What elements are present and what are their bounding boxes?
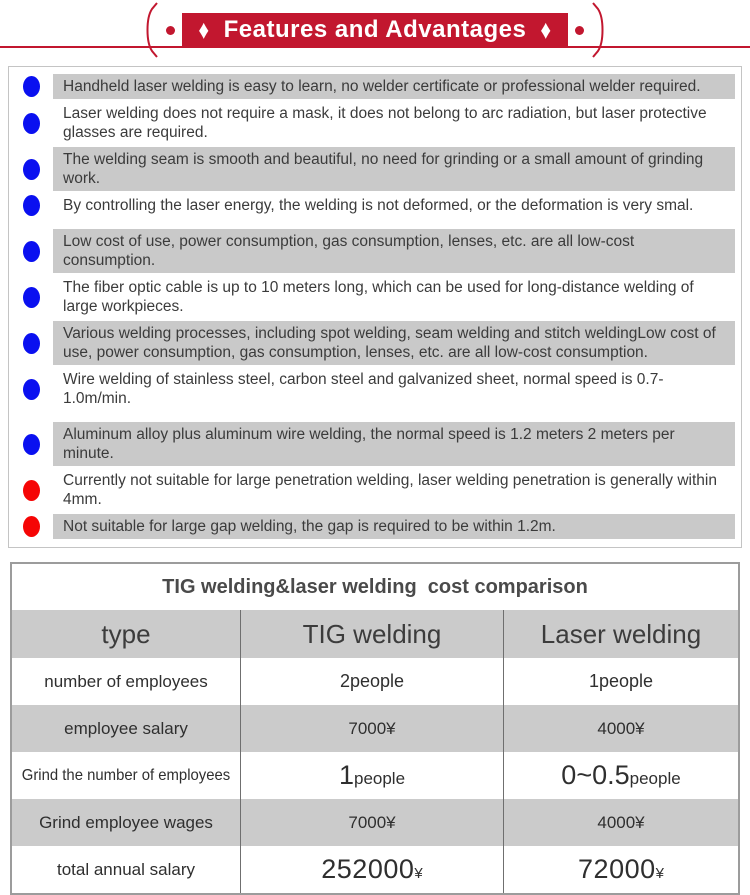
laser-value-unit: people	[629, 769, 681, 788]
comparison-table	[10, 562, 740, 895]
feature-item	[9, 193, 741, 218]
blue-bullet-icon	[23, 333, 40, 354]
feature-item	[9, 101, 741, 145]
laser-value: 4000¥	[503, 799, 738, 846]
blue-bullet-icon	[23, 287, 40, 308]
table-row	[12, 846, 738, 893]
features-list	[8, 66, 742, 548]
right-bracket-icon	[591, 2, 607, 58]
feature-item	[9, 422, 741, 466]
row-label: employee salary	[64, 718, 188, 738]
feature-text: Currently not suitable for large penetration welding, laser welding penetration is generally within 4mm.	[63, 472, 717, 508]
diamond-icon: ♦	[198, 15, 210, 45]
row-label: Grind the number of employees	[21, 766, 231, 784]
feature-text: Aluminum alloy plus aluminum wire welding, the normal speed is 1.2 meters 2 meters per minute.	[53, 422, 735, 466]
blue-bullet-icon	[23, 241, 40, 262]
tig-value	[240, 752, 503, 799]
laser-value-unit: ¥	[655, 865, 664, 882]
row-label: total annual salary	[57, 859, 195, 879]
column-header-type: type	[101, 618, 151, 649]
column-header-laser: Laser welding	[503, 610, 738, 658]
table-row	[12, 752, 738, 799]
right-dot-icon	[575, 26, 584, 35]
feature-text: The welding seam is smooth and beautiful, no need for grinding or a small amount of grinding work.	[53, 147, 735, 191]
blue-bullet-icon	[23, 195, 40, 216]
feature-text: By controlling the laser energy, the welding is not deformed, or the deformation is very smal.	[63, 197, 694, 214]
tig-value-number: 1	[338, 760, 354, 790]
table-header-row	[12, 610, 738, 658]
blue-bullet-icon	[23, 159, 40, 180]
left-bracket-icon	[143, 2, 159, 58]
table-title: TIG welding&laser welding cost comparison	[162, 575, 588, 598]
tig-value	[240, 846, 503, 893]
blue-bullet-icon	[23, 76, 40, 97]
tig-value: 2people	[240, 658, 503, 705]
left-dot-icon	[166, 26, 175, 35]
feature-item	[9, 147, 741, 191]
feature-item	[9, 74, 741, 99]
feature-text: The fiber optic cable is up to 10 meters long, which can be used for long-distance welding of large workpieces.	[63, 279, 694, 315]
tig-value-unit: ¥	[414, 865, 423, 882]
tig-value-unit: people	[353, 769, 406, 788]
feature-text: Various welding processes, including spot welding, seam welding and stitch weldingLow cost of use, power consumption, gas consumption, lenses, etc. are all low-cost consumption.	[53, 321, 735, 365]
laser-value: 1people	[503, 658, 738, 705]
diamond-icon: ♦	[540, 15, 552, 45]
feature-item	[9, 321, 741, 365]
laser-value: 4000¥	[503, 705, 738, 752]
laser-value-number: 72000	[578, 854, 656, 884]
laser-value-number: 0~0.5	[561, 760, 630, 790]
row-label: Grind employee wages	[39, 812, 213, 832]
feature-text: Not suitable for large gap welding, the gap is required to be within 1.2m.	[53, 514, 735, 539]
feature-text: Handheld laser welding is easy to learn, no welder certificate or professional welder required.	[53, 74, 735, 99]
feature-text: Wire welding of stainless steel, carbon steel and galvanized sheet, normal speed is 0.7-1.0m/min.	[63, 371, 664, 407]
row-label: number of employees	[44, 671, 208, 691]
table-row	[12, 658, 738, 705]
page-title: Features and Advantages	[223, 16, 527, 43]
column-header-tig: TIG welding	[240, 610, 503, 658]
feature-item	[9, 468, 741, 512]
table-row	[12, 799, 738, 846]
feature-text: Laser welding does not require a mask, it does not belong to arc radiation, but laser protective glasses are required.	[63, 105, 707, 141]
tig-value-number: 252000	[321, 854, 415, 884]
red-bullet-icon	[23, 480, 40, 501]
blue-bullet-icon	[23, 434, 40, 455]
blue-bullet-icon	[23, 113, 40, 134]
feature-item	[9, 275, 741, 319]
tig-value: 7000¥	[240, 705, 503, 752]
feature-item	[9, 367, 741, 411]
feature-item	[9, 514, 741, 539]
laser-value	[503, 846, 738, 893]
feature-item	[9, 229, 741, 273]
table-row	[12, 705, 738, 752]
tig-value: 7000¥	[240, 799, 503, 846]
feature-text: Low cost of use, power consumption, gas consumption, lenses, etc. are all low-cost consumption.	[53, 229, 735, 273]
header	[0, 0, 750, 62]
laser-value	[503, 752, 738, 799]
blue-bullet-icon	[23, 379, 40, 400]
red-bullet-icon	[23, 516, 40, 537]
title-banner	[182, 13, 567, 47]
